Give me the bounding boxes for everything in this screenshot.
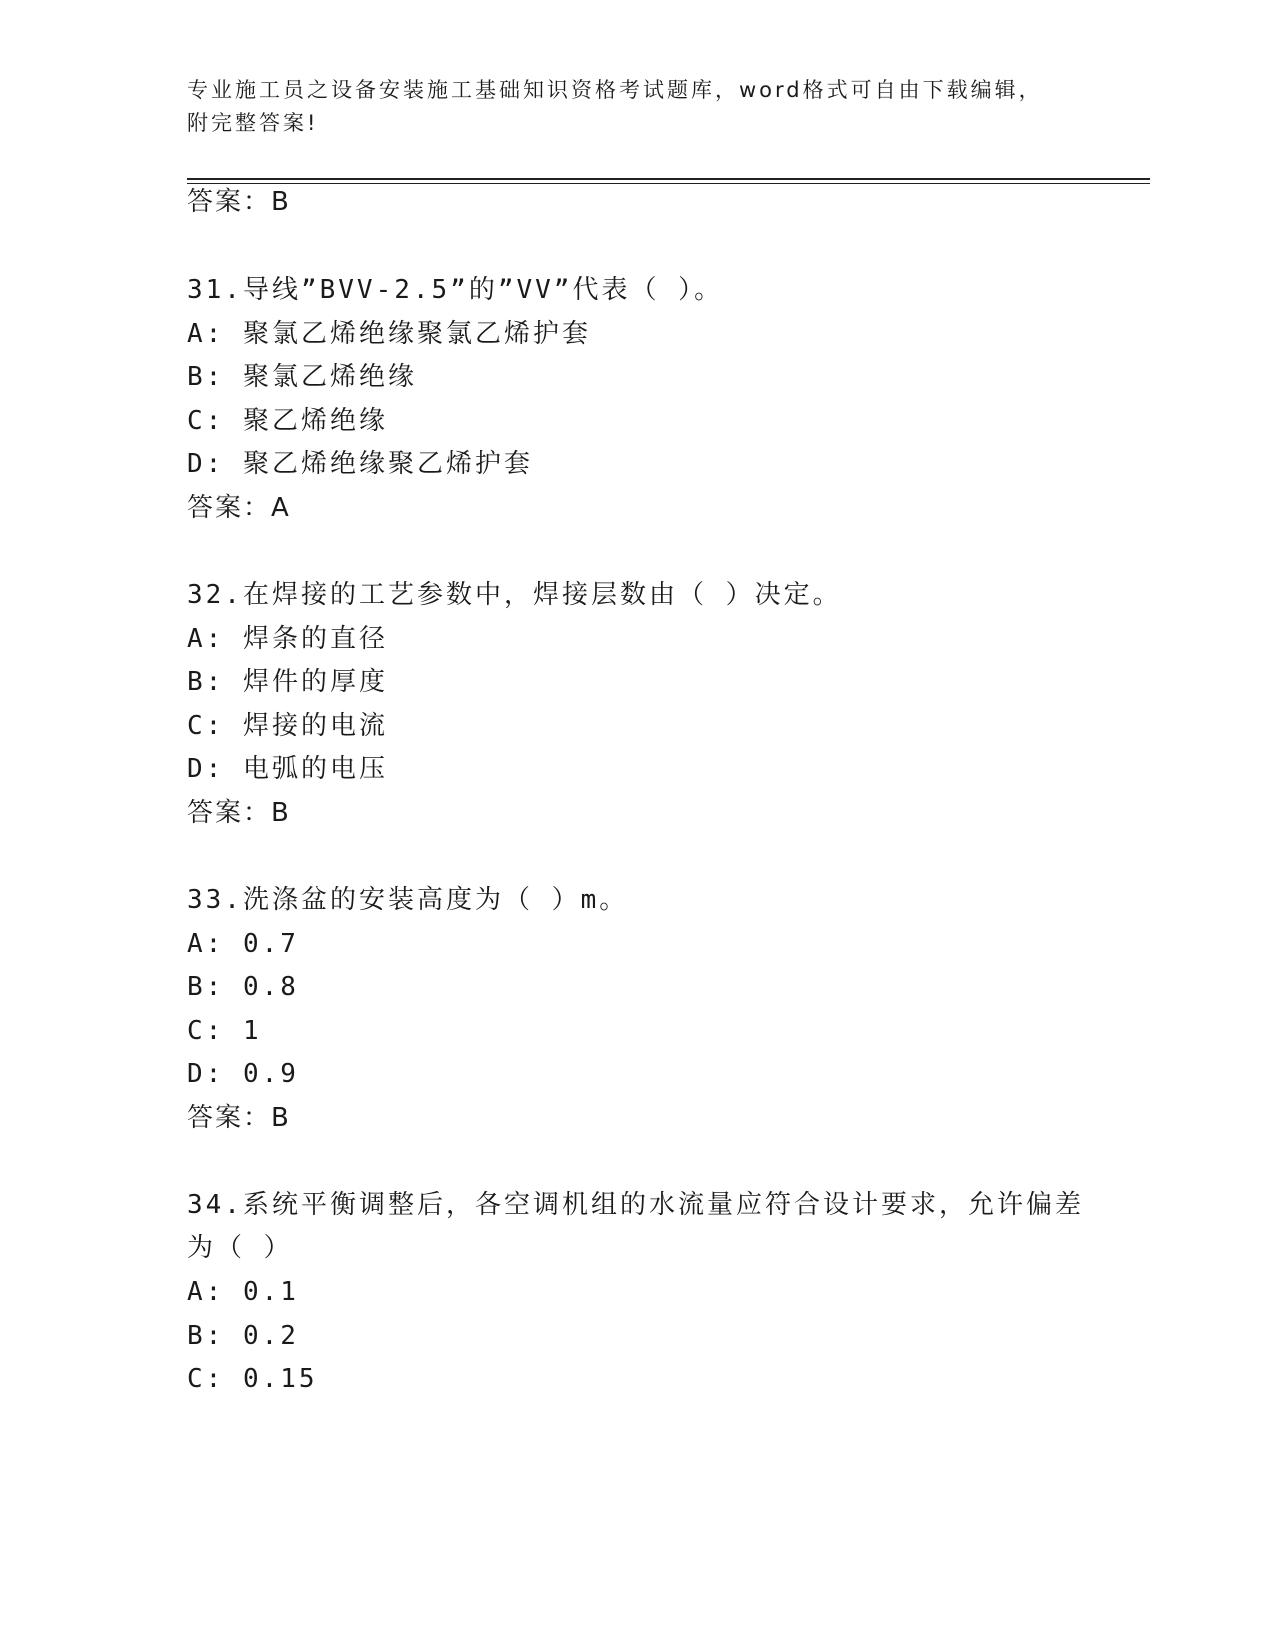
question-34-option-c: C: 0.15 xyxy=(187,1364,318,1394)
question-31-option-c: C: 聚乙烯绝缘 xyxy=(187,406,388,436)
question-31-stem: 31.导线”BVV-2.5”的”VV”代表（ ）。 xyxy=(187,275,724,305)
question-33-option-d: D: 0.9 xyxy=(187,1059,299,1089)
header-line-2: 附完整答案! xyxy=(187,111,319,135)
document-header xyxy=(187,74,1067,140)
question-32-option-b: B: 焊件的厚度 xyxy=(187,667,388,697)
question-31-option-d: D: 聚乙烯绝缘聚乙烯护套 xyxy=(187,449,533,479)
question-33-option-b: B: 0.8 xyxy=(187,972,299,1002)
question-32-stem: 32.在焊接的工艺参数中，焊接层数由（ ）决定。 xyxy=(187,580,842,610)
question-34-stem-line-2: 为（ ） xyxy=(187,1233,293,1263)
header-divider xyxy=(187,178,1150,184)
question-32-option-c: C: 焊接的电流 xyxy=(187,711,388,741)
question-31-answer: 答案：A xyxy=(187,493,291,523)
question-33-option-c: C: 1 xyxy=(187,1016,262,1046)
question-32-option-a: A: 焊条的直径 xyxy=(187,624,388,654)
question-33-option-a: A: 0.7 xyxy=(187,929,299,959)
question-31-option-a: A: 聚氯乙烯绝缘聚氯乙烯护套 xyxy=(187,319,591,349)
question-31-option-b: B: 聚氯乙烯绝缘 xyxy=(187,362,417,392)
question-32-option-d: D: 电弧的电压 xyxy=(187,754,388,784)
question-32-answer: 答案：B xyxy=(187,798,291,828)
question-34-stem-line-1: 34.系统平衡调整后，各空调机组的水流量应符合设计要求，允许偏差 xyxy=(187,1190,1084,1220)
question-34-option-b: B: 0.2 xyxy=(187,1321,299,1351)
question-33-stem: 33.洗涤盆的安装高度为（ ）m。 xyxy=(187,885,629,915)
question-34-option-a: A: 0.1 xyxy=(187,1277,299,1307)
answer-30: 答案：B xyxy=(187,187,291,217)
header-line-1: 专业施工员之设备安装施工基础知识资格考试题库，word格式可自由下载编辑， xyxy=(187,78,1043,102)
question-33-answer: 答案：B xyxy=(187,1103,291,1133)
